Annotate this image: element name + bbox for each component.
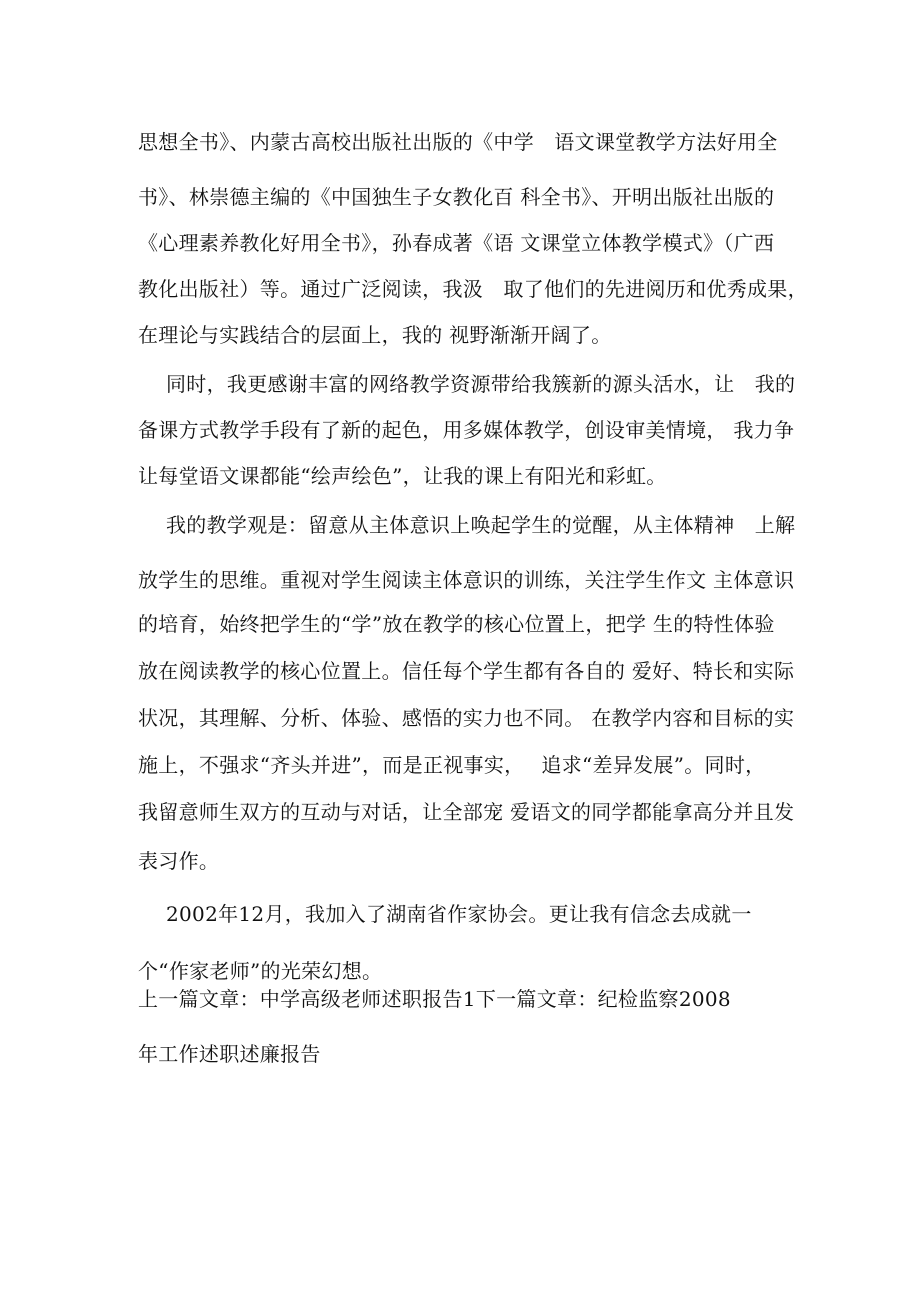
- paragraph-2-line-2: 备课方式教学手段有了新的起色，用多媒体教学，创设审美情境， 我力争: [138, 418, 795, 442]
- paragraph-1-line-4: 教化出版社）等。通过广泛阅读，我汲 取了他们的先进阅历和优秀成果，: [138, 277, 808, 301]
- paragraph-3-line-4: 放在阅读教学的核心位置上。信任每个学生都有各自的 爱好、特长和实际: [138, 659, 795, 683]
- paragraph-3-line-1: 我的教学观是：留意从主体意识上唤起学生的觉醒，从主体精神 上解: [166, 513, 796, 537]
- paragraph-3-line-8: 表习作。: [138, 849, 220, 873]
- article-nav-line-2: 年工作述职述廉报告: [138, 1042, 321, 1066]
- paragraph-1-line-1: 思想全书》、内蒙古高校出版社出版的《中学 语文课堂教学方法好用全: [138, 130, 778, 154]
- paragraph-3-line-7: 我留意师生双方的互动与对话，让全部宠 爱语文的同学都能拿高分并且发: [138, 800, 795, 824]
- paragraph-1-line-5: 在理论与实践结合的层面上，我的 视野渐渐开阔了。: [138, 323, 612, 347]
- paragraph-4-line-1: 2002年12月，我加入了湖南省作家协会。更让我有信念去成就一: [166, 902, 752, 926]
- paragraph-3-line-3: 的培育，始终把学生的“学”放在教学的核心位置上，把学 生的特性体验: [138, 612, 775, 636]
- paragraph-2-line-1: 同时，我更感谢丰富的网络教学资源带给我簇新的源头活水，让 我的: [166, 372, 796, 396]
- paragraph-3-line-5: 状况，其理解、分析、体验、感悟的实力也不同。 在教学内容和目标的实: [138, 706, 795, 730]
- paragraph-4-line-2: 个“作家老师”的光荣幻想。: [138, 959, 383, 983]
- paragraph-1-line-3: 《心理素养教化好用全书》，孙春成著《语 文课堂立体教学模式》（广西: [138, 231, 775, 255]
- paragraph-1-line-2: 书》、林崇德主编的《中国独生子女教化百 科全书》、开明出版社出版的: [138, 185, 775, 209]
- paragraph-3-line-6: 施上，不强求“齐头并进”，而是正视事实， 追求“差异发展”。同时，: [138, 753, 766, 777]
- article-nav-line-1: 上一篇文章：中学高级老师述职报告1下一篇文章：纪检监察2008: [138, 987, 731, 1011]
- paragraph-3-line-2: 放学生的思维。重视对学生阅读主体意识的训练，关注学生作文 主体意识: [138, 568, 795, 592]
- paragraph-2-line-3: 让每堂语文课都能“绘声绘色”，让我的课上有阳光和彩虹。: [138, 464, 667, 488]
